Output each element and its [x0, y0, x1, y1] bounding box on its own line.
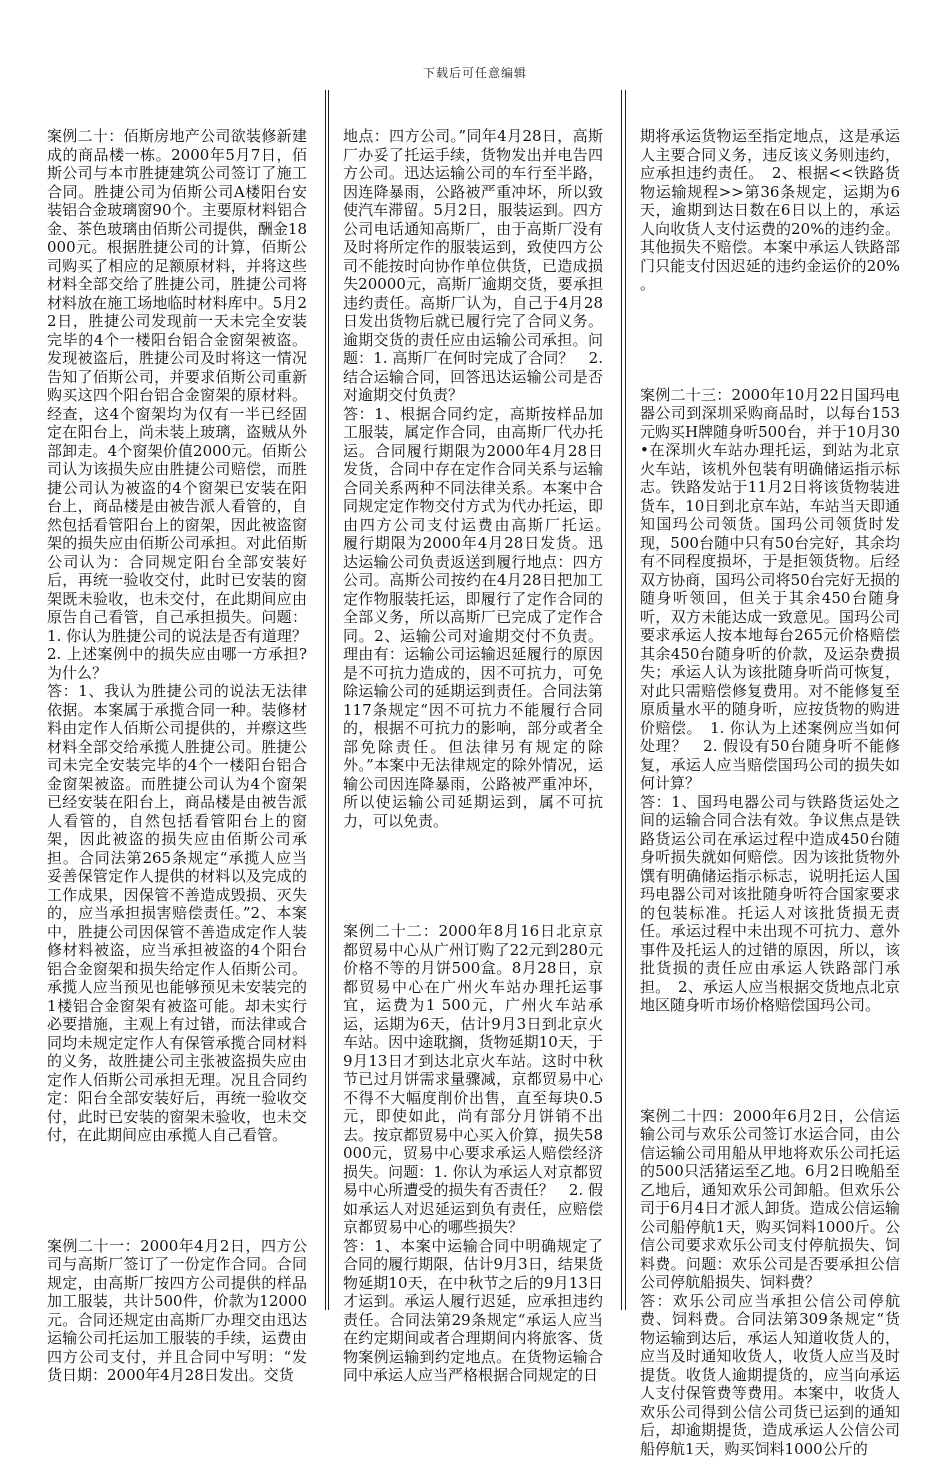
text-column-middle	[343, 90, 603, 1384]
case-24-paragraph: 案例二十四：2000年6月2日，公信运输公司与欢乐公司签订水运合同，由公信运输公司用船从甲地将欢乐公司托运的500只活猪运至乙地。6月2日晚船至乙地后，通知欢乐公司卸船。但欢乐公司于6月4日才派人卸货。造成公信运输公司船停航1天，购买饲料1000斤。公信公司要求欢乐公司支付停航损失、饲料费。问题：欢乐公司是否要承担公信公司停航船损失、饲料费？ 答：欢乐公司应当承担公信公司停航费、饲料费。合同法第309条规定“货物运输到达后，承运人知道收货人的，应当及时通知收货人，收货人应当及时提货。收货人逾期提货的，应当向承运人支付保管费等费用。本案中，收货人欢乐公司得到公信公司货已运到的通知后，却逾期提货，造成承运人公信公司船停航1天，购买饲料1000公斤的	[640, 1106, 900, 1458]
text-column-left	[47, 90, 307, 1384]
case-20-paragraph: 案例二十：佰斯房地产公司欲装修新建成的商品楼一栋。2000年5月7日，佰斯公司与本市胜捷建筑公司签订了施工合同。胜捷公司为佰斯公司A楼阳台安装铝合金玻璃窗90个。主要原材料铝合金、茶色玻璃由佰斯公司提供，酬金18000元。根据胜捷公司的计算，佰斯公司购买了相应的足额原材料，并将这些材料全部交给了胜捷公司，胜捷公司将材料放在施工场地临时材料库中。5月22日，胜捷公司发现前一天未完全安装完毕的4个一楼阳台铝合金窗架被盗。发现被盗后，胜捷公司及时将这一情况告知了佰斯公司，并要求佰斯公司重新购买这四个阳台铝合金窗架的原材料。经查，这4个窗架均为仅有一半已经固定在阳台上，尚未装上玻璃，盗贼从外部卸走。4个窗架价值2000元。佰斯公司认为该损失应由胜捷公司赔偿，而胜捷公司认为被盗的4个窗架已安装在阳台上，商品楼是由被告派人看管的，自然包括看管阳台上的窗架，因此被盗窗架的损失应由佰斯公司承担。对此佰斯公司认为：合同规定阳台全部安装好后，再统一验收交付，此时已安装的窗架既未验收，也未交付，在此期间应由原告自己看管，自己承担损失。问题：1. 你认为胜捷公司的说法是否有道理？ 2. 上述案例中的损失应由哪一方承担?为什么？ 答：1、我认为胜捷公司的说法无法律依据。本案属于承揽合同一种。装修材料由定作人佰斯公司提供的，并瘵这些材料全部交给承揽人胜捷公司。胜捷公司未完全安装完毕的4个一楼阳台铝合金窗架被盗。而胜捷公司认为4个窗架已经安装在阳台上，商品楼是由被告派人看管的，自然包括看管阳台上的窗架，因此被盗的损失应由佰斯公司承担。合同法第265条规定“承揽人应当妥善保管定作人提供的材料以及完成的工作成果，因保管不善造成毁损、灭失的，应当承担损害赔偿责任。”2、本案中，胜捷公司因保管不善造成定作人装修材料被盗，应当承担被盗的4个阳台铝合金窗架和损失给定作人佰斯公司。承揽人应当预见也能够预见未安装完的1楼铝合金窗架有被盗可能。却未实行必要措施，主观上有过错，而法律或合同均未规定定作人有保管承揽合同材料的义务，故胜捷公司主张被盗损失应由定作人佰斯公司承担无理。况且合同约定：阳台全部安装好后，再统一验收交付，此时已安装的窗架未验收，也未交付，在此期间应由承揽人自己看管。	[47, 127, 307, 1144]
case-22-paragraph: 案例二十二：2000年8月16日北京京都贸易中心从广州订购了22元到280元价格不等的月饼500盒。8月28日，京都贸易中心在广州火车站办理托运事宜，运费为1 500元，广州火车站承运，运期为6天，估计9月3日到北京火车站。因中途耽搁，货物延期10天，于9月13日才到达北京火车站。这时中秋节已过月饼需求量骤减，京都贸易中心不得不大幅度削价出售，直至每块0.5元，即使如此，尚有部分月饼销不出去。按京都贸易中心买入价算，损失58 000元，贸易中心要求承运人赔偿经济损失。问题：1. 你认为承运人对京都贸易中心所遭受的损失有否责任？ 2. 假如承运人对迟延运到负有责任，应赔偿京都贸易中心的哪些损失？ 答：1、本案中运输合同中明确规定了合同的履行期限，估计9月3日，结果货物延期10天，在中秋节之后的9月13日才运到。承运人履行迟延，应承担违约责任。合同法第29条规定“承运人应当在约定期间或者合理期间内将旅客、货物案例运输到约定地点。在货物运输合同中承运人应当严格根据合同规定的日	[343, 922, 603, 1384]
case-22-paragraph-continued: 期将承运货物运至指定地点，这是承运人主要合同义务，违反该义务则违约，应承担违约责任。 2、根据<<铁路货物运输规程>>第36条规定，运期为6天，逾期到达日数在6日以上的，承运人向收货人支付运费的20%的违约金。其他损失不赔偿。本案中承运人铁路部门只能支付因迟延的违约金运价的20% 。	[640, 127, 916, 293]
case-21-paragraph-start: 案例二十一：2000年4月2日，四方公司与高斯厂签订了一份定作合同。合同规定，由高斯厂按四方公司提供的样品加工服装，共计500件，价款为12000元。合同还规定由高斯厂办理交由迅达运输公司托运加工服装的手续，运费由四方公司支付，并且合同中写明：“发货日期：2000年4月28日发出。交货	[47, 1236, 307, 1384]
case-21-paragraph-continued: 地点：四方公司。”同年4月28日，高斯厂办妥了托运手续，货物发出并电告四方公司。迅达运输公司的车行至半路，因连降暴雨，公路被严重冲坏，所以致使汽车滞留。5月2日，服装运到。四方公司电话通知高斯厂，由于高斯厂没有及时将所定作的服装运到，致使四方公司不能按时向协作单位供货，已造成损失20000元，高斯厂逾期交货，要承担违约责任。高斯厂认为，自己于4月28日发出货物后就已履行完了合同义务。逾期交货的责任应由运输公司承担。问题：1. 高斯厂在何时完成了合同？ 2. 结合运输合同，回答迅达运输公司是否对逾期交付负责？ 答：1、根据合同约定，高斯按样品加工服装，属定作合同，由高斯厂代办托运。合同履行期限为2000年4月28日发货，合同中存在定作合同关系与运输合同关系两种不同法律关系。本案中合同规定定作物交付方式为代办托运，即由四方公司支付运费由高斯厂托运。 履行期限为2000年4月28日发货。迅达运输公司负责返送到履行地点：四方公司。高斯公司按约在4月28日把加工定作物服装托运，即履行了定作合同的全部义务，所以高斯厂已完成了定作合同。2、运输公司对逾期交付不负责。理由有：运输公司运输迟延履行的原因是不可抗力造成的，因不可抗力，可免除运输公司的延期运到责任。合同法第117条规定“因不可抗力不能履行合同的，根据不可抗力的影响，部分或者全部免除责任。但法律另有规定的除外。”本案中无法律规定的除外情况，运输公司因连降暴雨，公路被严重冲坏，所以使运输公司延期运到，属不可抗力，可以免责。	[343, 127, 603, 830]
text-column-right	[640, 90, 916, 1458]
column-divider	[328, 90, 329, 1310]
column-divider	[621, 90, 622, 1310]
column-divider	[625, 90, 626, 1310]
case-23-paragraph: 案例二十三：2000年10月22日国玛电器公司到深圳采购商品时，以每台153元购买H牌随身听500台，并于10月30•在深圳火车站办理托运，到站为北京火车站，该机外包装有明确储运指示标志。铁路发站于11月2日将该货物装进货车，10日到北京车站，车站当天即通知国玛公司领货。国玛公司领货时发现，500台随中只有50台完好，其余均有不同程度损坏，于是拒领货物。后经双方协商，国玛公司将50台完好无损的随身听领回，但关于其余450台随身听，双方未能达成一致意见。国玛公司要求承运人按本地每台265元价格赔偿其余450台随身听的价款，及运杂费损失；承运人认为该批随身听尚可恢复，对此只需赔偿修复费用。对不能修复至原质量水平的随身听，应按货物的购进价赔偿。 1. 你认为上述案例应当如何处理？ 2. 假设有50台随身听不能修复，承运人应当赔偿国玛公司的损失如何计算？ 答：1、国玛电器公司与铁路货运处之间的运输合同合法有效。争议焦点是铁路货运公司在承运过程中造成450台随身听损失就如何赔偿。因为该批货物外馔有明确储运指示标志，说明托运人国玛电器公司对该批随身听符合国家要求的包装标准。托运人对该批货损无责任。承运过程中未出现不可抗力、意外事件及托运人的过错的原因，所以，该批货损的责任应由承运人铁路部门承担。 2、承运人应当根据交货地点北京地区随身听市场价格赔偿国玛公司。	[640, 385, 900, 1014]
page-header: 下载后可任意编辑	[422, 66, 527, 80]
column-divider	[325, 90, 326, 1310]
